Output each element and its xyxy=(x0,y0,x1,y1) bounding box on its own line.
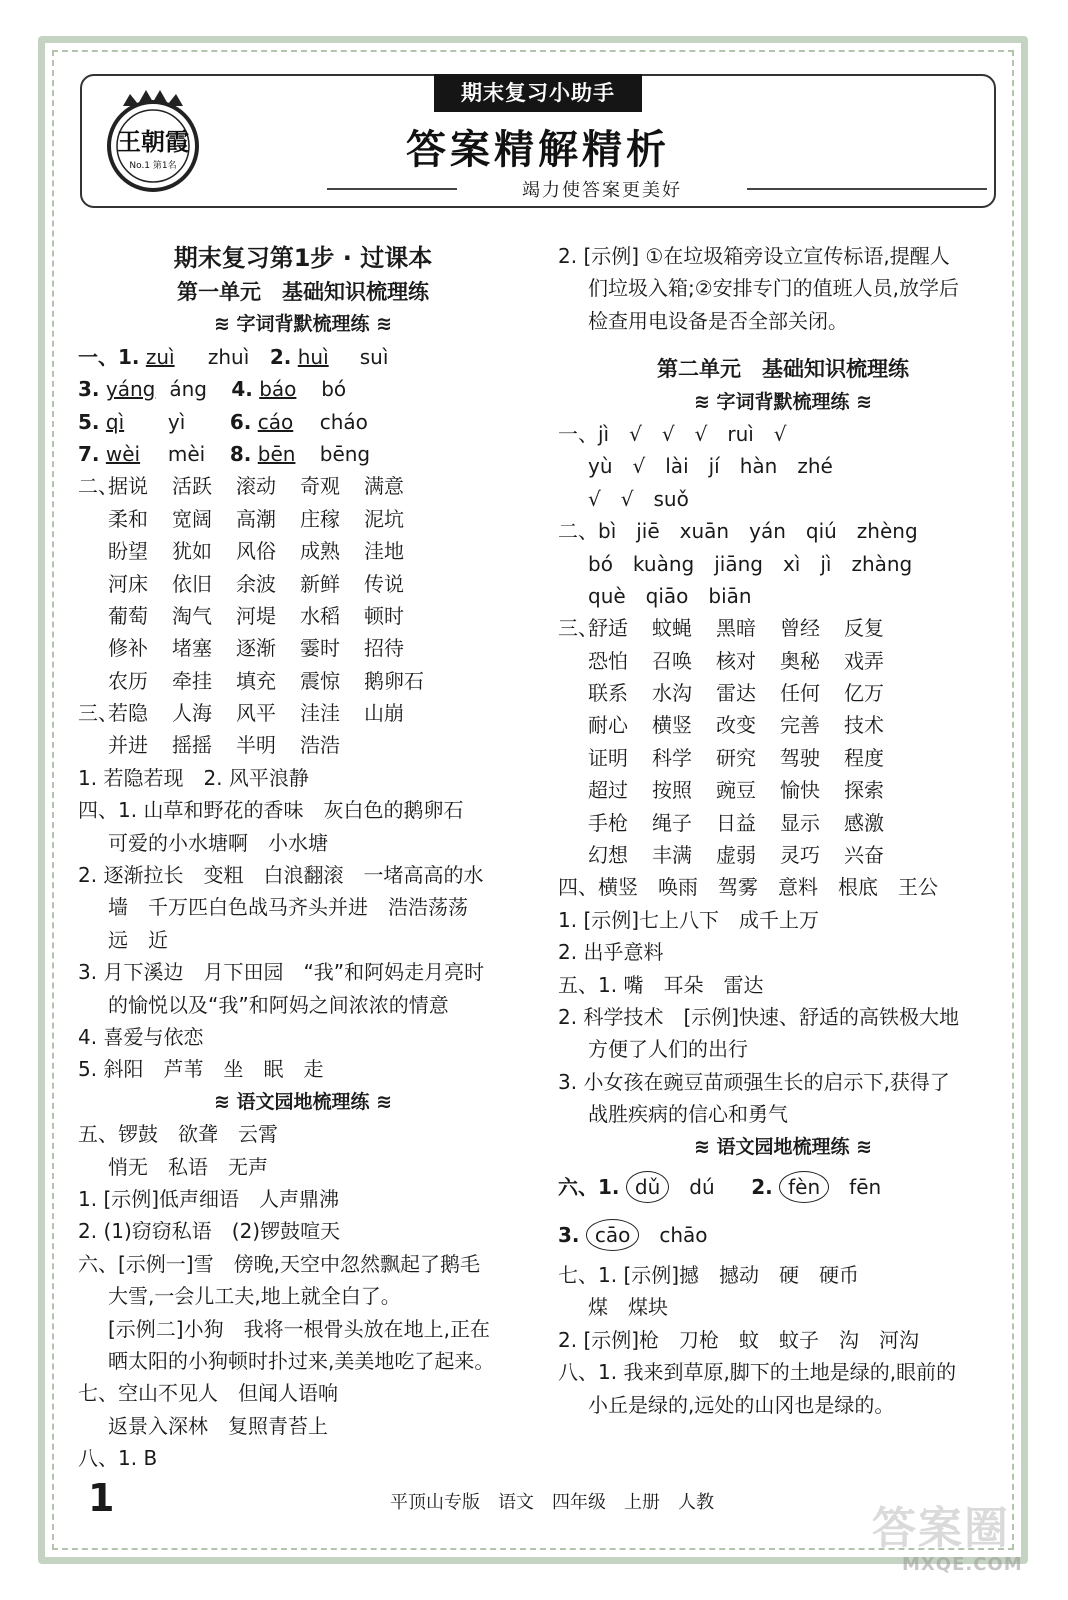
word-item: 活跃 xyxy=(172,474,212,499)
word-grid xyxy=(78,697,528,762)
word-item: 据说 xyxy=(108,474,148,499)
answer-line: √ √ suǒ xyxy=(588,486,689,511)
word-item: 横竖 xyxy=(652,713,692,738)
word-item: 宽阔 xyxy=(172,506,212,531)
answer-line: 八、1. 我来到草原,脚下的土地是绿的,眼前的 xyxy=(558,1360,957,1385)
word-item: 水稻 xyxy=(300,603,340,628)
answer-line: 检查用电设备是否全部关闭。 xyxy=(588,308,848,333)
answer-line: yù √ lài jí hàn zhé xyxy=(588,454,833,479)
unit-title: 第一单元 基础知识梳理练 xyxy=(177,280,429,304)
answer-line: 大雪,一会儿工夫,地上就全白了。 xyxy=(108,1284,401,1309)
answer-line: 3. 月下溪边 月下田园 “我”和阿妈走月亮时 xyxy=(78,960,485,985)
answer-line: 返景入深林 复照青苔上 xyxy=(108,1413,328,1438)
answer-line: 7. wèi mèi 8. bēn bēng xyxy=(78,441,371,466)
word-item: 犹如 xyxy=(172,539,212,564)
page-subtitle: 竭力使答案更美好 xyxy=(522,180,682,201)
word-item: 泥坑 xyxy=(364,506,404,531)
word-row xyxy=(78,503,528,535)
answer-line: 的愉悦以及“我”和阿妈之间浓浓的情意 xyxy=(108,992,449,1017)
answer-line: 一、1. zuì zhuì 2. huì suì xyxy=(78,344,389,369)
word-item: 风俗 xyxy=(236,539,276,564)
word-item: 依旧 xyxy=(172,571,212,596)
word-item: 填充 xyxy=(236,668,276,693)
answer-line: 远 近 xyxy=(108,927,168,952)
book-meta: 平顶山专版 语文 四年级 上册 人教 xyxy=(390,1492,714,1513)
answer-line: 1. [示例]七上八下 成千上万 xyxy=(558,907,820,932)
answer-line: 5. 斜阳 芦苇 坐 眠 走 xyxy=(78,1057,324,1082)
svg-text:No.1 第1名: No.1 第1名 xyxy=(129,161,177,171)
word-item: 显示 xyxy=(780,810,820,835)
answer-line: 八、1. B xyxy=(78,1446,158,1471)
answer-line: 七、空山不见人 但闻人语响 xyxy=(78,1381,338,1406)
word-item: 改变 xyxy=(716,713,756,738)
answer-line: 四、1. 山草和野花的香味 灰白色的鹅卵石 xyxy=(78,798,464,823)
word-row xyxy=(78,568,528,600)
word-row xyxy=(558,807,1008,839)
word-item: 牵挂 xyxy=(172,668,212,693)
word-item: 戏弄 xyxy=(844,648,884,673)
answer-line: 3. 小女孩在豌豆苗顽强生长的启示下,获得了 xyxy=(558,1069,950,1094)
word-row xyxy=(78,665,528,697)
watermark: 答案圈 MXQE.COM xyxy=(872,1503,1023,1575)
word-row xyxy=(78,632,528,664)
answer-line: 五、锣鼓 欲聋 云霄 xyxy=(78,1122,278,1147)
word-item: 幻想 xyxy=(588,843,628,868)
word-item: 风平 xyxy=(236,701,276,726)
word-row: 二、据说 活跃 滚动 奇观 满意 xyxy=(78,470,528,502)
section-title: 期末复习第1步 · 过课本 xyxy=(173,244,433,272)
word-item: 豌豆 xyxy=(716,778,756,803)
word-item: 兴奋 xyxy=(844,843,884,868)
answer-line: 煤 煤块 xyxy=(588,1295,668,1320)
word-row xyxy=(78,729,528,761)
answer-line: 一、jì √ √ √ ruì √ xyxy=(558,421,787,446)
word-item: 丰满 xyxy=(652,843,692,868)
word-item: 绳子 xyxy=(652,810,692,835)
word-item: 雷达 xyxy=(716,681,756,706)
word-row xyxy=(558,709,1008,741)
word-row xyxy=(558,774,1008,806)
word-grid xyxy=(78,470,528,697)
circled-answer: cāo xyxy=(586,1219,640,1251)
word-item: 恐怕 xyxy=(588,648,628,673)
word-item: 修补 xyxy=(108,636,148,661)
word-item: 驾驶 xyxy=(780,745,820,770)
word-item: 奇观 xyxy=(300,474,340,499)
word-row xyxy=(78,600,528,632)
divider xyxy=(747,188,987,190)
answer-line: 五、1. 嘴 耳朵 雷达 xyxy=(558,972,764,997)
word-item: 研究 xyxy=(716,745,756,770)
word-item: 日益 xyxy=(716,810,756,835)
word-item: 愉快 xyxy=(780,778,820,803)
page-title: 答案精解精析 xyxy=(406,127,670,173)
word-item: 证明 xyxy=(588,745,628,770)
word-item: 农历 xyxy=(108,668,148,693)
word-item: 科学 xyxy=(652,745,692,770)
word-item: 亿万 xyxy=(844,681,884,706)
answer-line: 3. yáng áng 4. báo bó xyxy=(78,377,347,402)
word-item: 奥秘 xyxy=(780,648,820,673)
word-item: 传说 xyxy=(364,571,404,596)
word-item: 河堤 xyxy=(236,603,276,628)
answer-line: 七、1. [示例]撼 撼动 硬 硬币 xyxy=(558,1262,860,1287)
answer-line: 六、1. dǔ dú 2. fèn fēn xyxy=(558,1163,1008,1211)
word-row xyxy=(558,677,1008,709)
word-item: 曾经 xyxy=(780,616,820,641)
answer-line: 四、横竖 唤雨 驾雾 意料 根底 王公 xyxy=(558,875,938,900)
word-item: 葡萄 xyxy=(108,603,148,628)
word-row: 三、若隐 人海 风平 洼洼 山崩 xyxy=(78,697,528,729)
word-item: 庄稼 xyxy=(300,506,340,531)
answer-line: 2. 出乎意料 xyxy=(558,940,664,965)
word-item: 召唤 xyxy=(652,648,692,673)
answer-line: 可爱的小水塘啊 小水塘 xyxy=(108,830,328,855)
answer-line: 2. 科学技术 [示例]快速、舒适的高铁极大地 xyxy=(558,1004,960,1029)
word-item: 蚊蝇 xyxy=(652,616,692,641)
word-item: 舒适 xyxy=(588,616,628,641)
word-row xyxy=(78,535,528,567)
answer-line: 小丘是绿的,远处的山冈也是绿的。 xyxy=(588,1392,895,1417)
word-item: 成熟 xyxy=(300,539,340,564)
answer-line: 悄无 私语 无声 xyxy=(108,1154,268,1179)
word-item: 招待 xyxy=(364,636,404,661)
answer-line: [示例二]小狗 我将一根骨头放在地上,正在 xyxy=(108,1316,490,1341)
circled-answer: dǔ xyxy=(626,1171,669,1203)
answer-line: 二、bì jiē xuān yán qiú zhèng xyxy=(558,519,918,544)
word-item: 程度 xyxy=(844,745,884,770)
answer-line: 方便了人们的出行 xyxy=(588,1037,748,1062)
word-item: 洼地 xyxy=(364,539,404,564)
word-item: 灵巧 xyxy=(780,843,820,868)
answer-line: 4. 喜爱与依恋 xyxy=(78,1024,204,1049)
word-item: 并进 xyxy=(108,733,148,758)
answer-line: 战胜疾病的信心和勇气 xyxy=(588,1102,788,1127)
word-row xyxy=(558,742,1008,774)
word-item: 逐渐 xyxy=(236,636,276,661)
word-item: 山崩 xyxy=(364,701,404,726)
answer-line: 5. qì yì 6. cáo cháo xyxy=(78,409,368,434)
word-item: 河床 xyxy=(108,571,148,596)
word-item: 完善 xyxy=(780,713,820,738)
answer-line: bó kuàng jiāng xì jì zhàng xyxy=(588,551,913,576)
svg-text:王朝霞: 王朝霞 xyxy=(117,128,189,156)
answer-line: 1. [示例]低声细语 人声鼎沸 xyxy=(78,1186,340,1211)
subsection-title: ≋ 语文园地梳理练 ≋ xyxy=(693,1135,873,1158)
word-item: 水沟 xyxy=(652,681,692,706)
circled-answer: fèn xyxy=(779,1171,829,1203)
page-footer xyxy=(80,1476,980,1522)
subsection-title: ≋ 字词背默梳理练 ≋ xyxy=(213,313,393,336)
word-item: 虚弱 xyxy=(716,843,756,868)
word-item: 耐心 xyxy=(588,713,628,738)
word-row: 三、舒适 蚊蝇 黑暗 曾经 反复 xyxy=(558,612,1008,644)
word-item: 盼望 xyxy=(108,539,148,564)
answer-line: 2. 逐渐拉长 变粗 白浪翻滚 一堵高高的水 xyxy=(78,863,484,888)
word-item: 余波 xyxy=(236,571,276,596)
word-item: 震惊 xyxy=(300,668,340,693)
answer-line: 2. (1)窃窃私语 (2)锣鼓喧天 xyxy=(78,1219,341,1244)
answer-line: 晒太阳的小狗顿时扑过来,美美地吃了起来。 xyxy=(108,1348,495,1373)
answer-line: 们垃圾入箱;②安排专门的值班人员,放学后 xyxy=(588,276,960,301)
answer-line: 2. [示例]枪 刀枪 蚊 蚊子 沟 河沟 xyxy=(558,1327,920,1352)
word-item: 手枪 xyxy=(588,810,628,835)
unit-title: 第二单元 基础知识梳理练 xyxy=(657,357,909,382)
word-item: 若隐 xyxy=(108,701,148,726)
word-grid xyxy=(558,612,1008,871)
answer-line: 3. cāo chāo xyxy=(558,1211,1008,1259)
answer-line: 六、[示例一]雪 傍晚,天空中忽然飘起了鹅毛 xyxy=(78,1251,480,1276)
word-item: 堵塞 xyxy=(172,636,212,661)
word-item: 超过 xyxy=(588,778,628,803)
word-item: 联系 xyxy=(588,681,628,706)
word-item: 霎时 xyxy=(300,636,340,661)
word-item: 任何 xyxy=(780,681,820,706)
word-item: 黑暗 xyxy=(716,616,756,641)
subsection-title: ≋ 语文园地梳理练 ≋ xyxy=(213,1090,393,1113)
page-number: 1 xyxy=(88,1476,115,1520)
divider xyxy=(327,188,457,190)
word-item: 反复 xyxy=(844,616,884,641)
word-row xyxy=(558,645,1008,677)
answer-line: 墙 千万匹白色战马齐头并进 浩浩荡荡 xyxy=(108,895,468,920)
word-item: 高潮 xyxy=(236,506,276,531)
word-item: 洼洼 xyxy=(300,701,340,726)
header-box xyxy=(80,74,996,208)
header-banner: 期末复习小助手 xyxy=(434,74,642,112)
word-item: 鹅卵石 xyxy=(364,668,424,693)
right-column xyxy=(558,240,1008,1421)
word-item: 顿时 xyxy=(364,603,404,628)
answer-line: 1. 若隐若现 2. 风平浪静 xyxy=(78,765,309,790)
word-item: 按照 xyxy=(652,778,692,803)
word-item: 核对 xyxy=(716,648,756,673)
answer-line: què qiāo biān xyxy=(588,583,752,608)
word-item: 技术 xyxy=(844,713,884,738)
word-item: 柔和 xyxy=(108,506,148,531)
word-item: 半明 xyxy=(236,733,276,758)
word-item: 感激 xyxy=(844,810,884,835)
answer-line: 2. [示例] ①在垃圾箱旁设立宣传标语,提醒人 xyxy=(558,244,950,268)
word-item: 满意 xyxy=(364,474,404,499)
word-item: 滚动 xyxy=(236,474,276,499)
word-item: 摇摇 xyxy=(172,733,212,758)
word-item: 淘气 xyxy=(172,603,212,628)
word-item: 人海 xyxy=(172,701,212,726)
word-row xyxy=(558,839,1008,871)
left-column xyxy=(78,240,528,1474)
word-item: 新鲜 xyxy=(300,571,340,596)
word-item: 探索 xyxy=(844,778,884,803)
word-item: 浩浩 xyxy=(300,733,340,758)
subsection-title: ≋ 字词背默梳理练 ≋ xyxy=(693,390,873,413)
